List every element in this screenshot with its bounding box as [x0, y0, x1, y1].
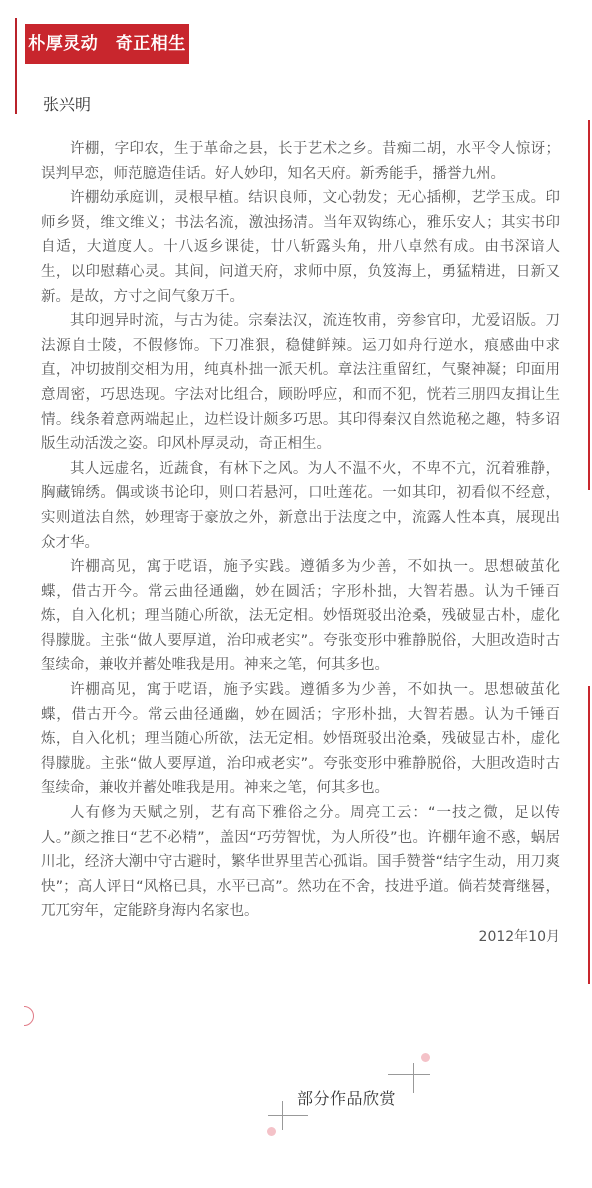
- crosshair-ornament-vertical: [413, 1063, 414, 1093]
- crosshair-ornament-vertical: [282, 1101, 283, 1130]
- pink-dot-ornament-icon: [267, 1127, 276, 1136]
- pink-dot-ornament-icon: [421, 1053, 430, 1062]
- paragraph: 其人远虚名，近蔬食，有林下之风。为人不温不火，不卑不亢，沉着雅静，胸藏锦绣。偶或谈书论印，则口若悬河，口吐莲花。一如其印，初看似不经意，实则道法自然，妙理寄于豪放之外，新意出于法度之中，流露人性本真，展现出众才华。: [41, 460, 560, 551]
- article-body: [41, 137, 560, 950]
- paragraph: 人有修为天赋之别，艺有高下雅俗之分。周亮工云：“一技之微，足以传人。”颜之推日“艺不必精”，盖因“巧劳智忧，为人所役”也。许棚年逾不惑，蜗居川北，经济大潮中守古避时，繁华世界里苦心孤诣。国手赞誉“结字生动，用刀爽快”；高人评日“风格已具，水平已高”。然功在不舍，技进乎道。倘若焚膏继晷，兀兀穷年，定能跻身海内名家也。: [41, 805, 560, 920]
- crosshair-ornament-horizontal: [388, 1074, 430, 1075]
- right-accent-rule-bottom: [588, 686, 590, 984]
- paragraph: 许棚，字印农，生于革命之县，长于艺术之乡。昔痴二胡，水平令人惊讶；误判早恋，师范臆造佳话。好人妙印，知名天府。新秀能手，播誉九州。: [41, 141, 560, 182]
- section-heading: 部分作品欣赏: [297, 1089, 397, 1108]
- title-banner: 朴厚灵动 奇正相生: [25, 24, 189, 64]
- left-accent-rule: [15, 18, 17, 114]
- author-name: 张兴明: [43, 95, 92, 114]
- half-circle-ornament-icon: [14, 1006, 34, 1026]
- article-date: 2012年10月: [478, 929, 560, 945]
- right-accent-rule-top: [588, 120, 590, 490]
- paragraph: 其印迥异时流，与古为徒。宗秦法汉，流连牧甫，旁参官印，尤爱诏版。刀法源自士陵，不假修饰。下刀准狠，稳健鲜辣。运刀如舟行逆水，痕感曲中求直，冲切披削交相为用，纯真朴拙一派天机。章法注重留红，气聚神凝；印面用意周密，巧思迭现。字法对比组合，顾盼呼应，和而不犯，恍若三朋四友揖让生情。线条着意两端起止，边栏设计颇多巧思。其印得秦汉自然诡秘之趣，特多诏版生动活泼之姿。印风朴厚灵动，奇正相生。: [41, 313, 560, 453]
- paragraph: 许棚高见，寓于呓语，施予实践。遵循多为少善，不如执一。思想破茧化蝶，借古开今。常云曲径通幽，妙在圆活；字形朴拙，大智若愚。认为千锤百炼，自入化机；理当随心所欲，法无定相。妙悟斑驳出沧桑，残破显古朴，虚化得朦胧。主张“做人要厚道，治印戒老实”。夸张变形中雅静脱俗，大胆改造时古玺续命，兼收并蓄处唯我是用。神来之笔，何其多也。: [41, 559, 560, 674]
- paragraph: 许棚幼承庭训，灵根早植。结识良师，文心勃发；无心插柳，艺学玉成。印师乡贤，维文维义；书法名流，激浊扬清。当年双钩练心，雅乐安人；其实书印自适，大道度人。十八返乡课徒，廿八斩露头角，卅八卓然有成。由书深谙人生，以印慰藉心灵。其间，问道天府，求师中原，负笈海上，勇猛精进，日新又新。是故，方寸之间气象万千。: [41, 190, 560, 305]
- paragraph: 许棚高见，寓于呓语，施予实践。遵循多为少善，不如执一。思想破茧化蝶，借古开今。常云曲径通幽，妙在圆活；字形朴拙，大智若愚。认为千锤百炼，自入化机；理当随心所欲，法无定相。妙悟斑驳出沧桑，残破显古朴，虚化得朦胧。主张“做人要厚道，治印戒老实”。夸张变形中雅静脱俗，大胆改造时古玺续命，兼收并蓄处唯我是用。神来之笔，何其多也。: [41, 682, 560, 797]
- crosshair-ornament-horizontal: [268, 1115, 308, 1116]
